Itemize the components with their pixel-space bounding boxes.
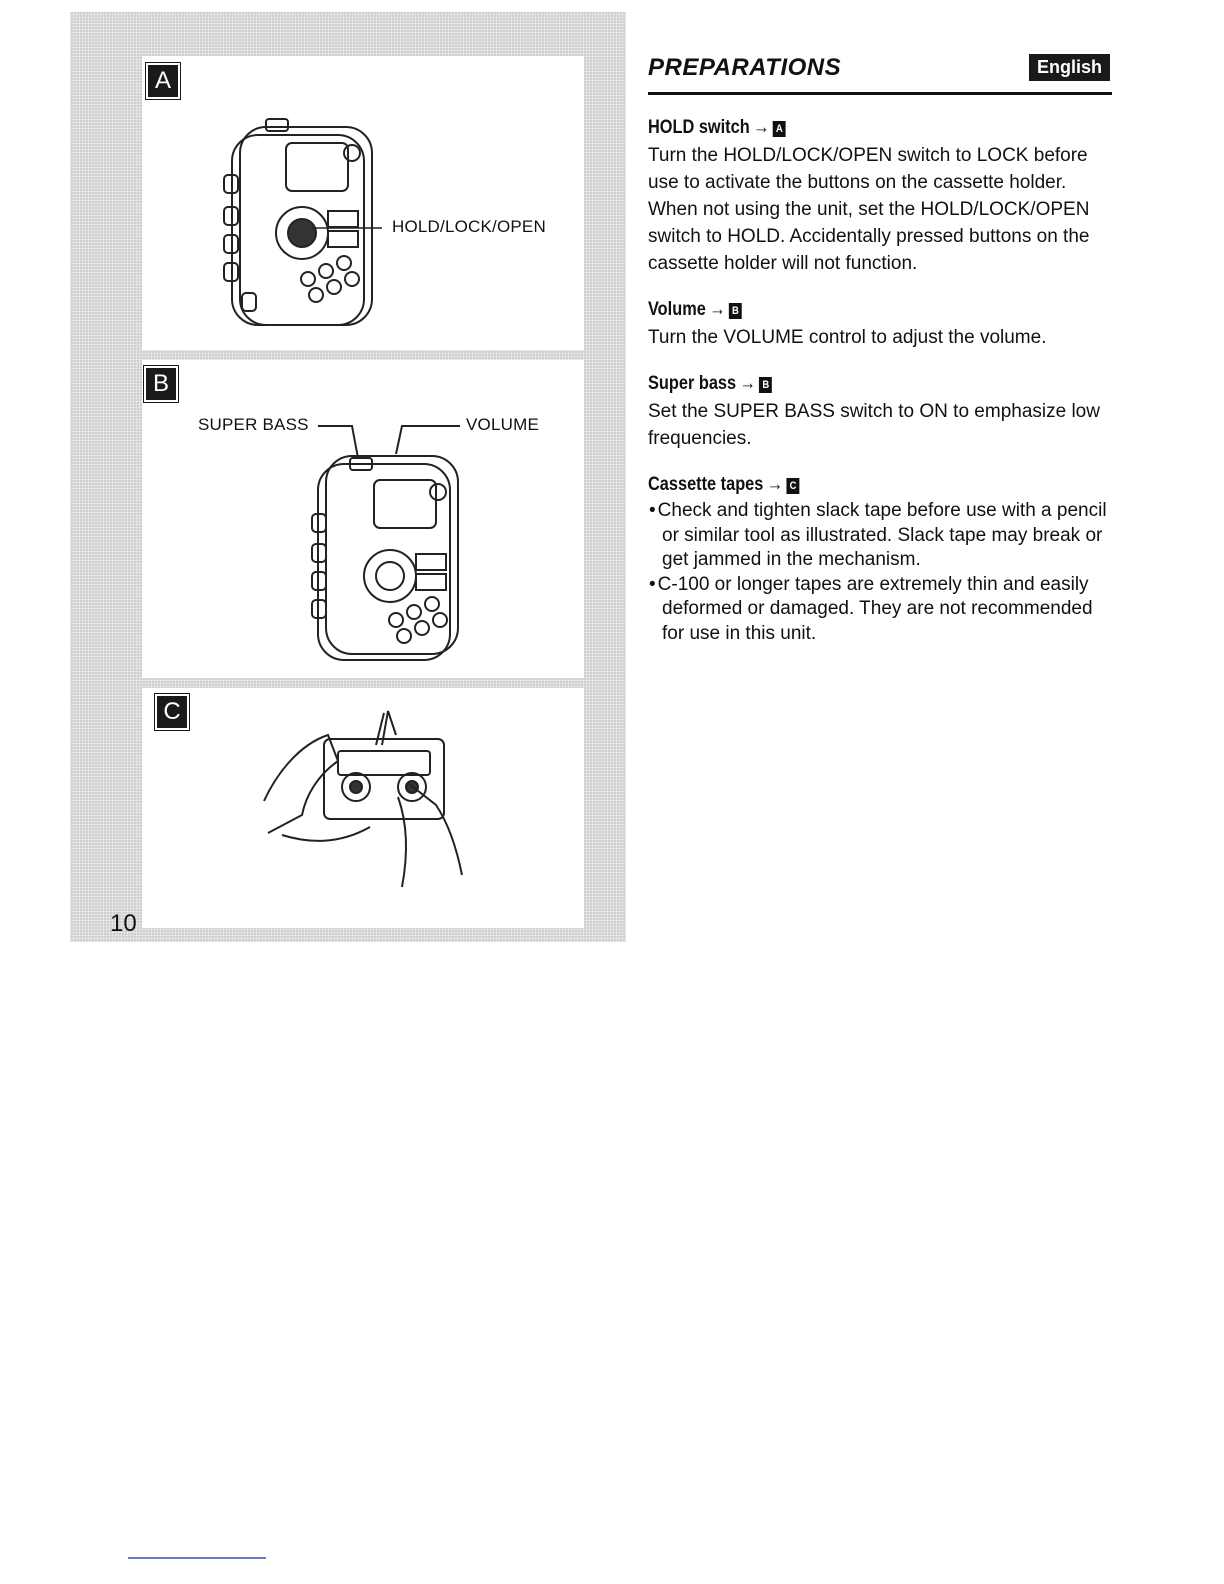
figure-ref-icon: B [759, 377, 772, 393]
figure-b-badge: B [144, 366, 178, 402]
volume-callout: VOLUME [466, 415, 539, 434]
tape-tightening-drawing-c [258, 705, 488, 890]
super-bass-callout: SUPER BASS [198, 415, 309, 434]
section-body: Turn the VOLUME control to adjust the volume. [648, 327, 1047, 348]
hold-switch-section [648, 117, 1112, 277]
heading-text: Volume [648, 299, 706, 320]
hold-lock-open-callout: HOLD/LOCK/OPEN [392, 217, 546, 236]
language-badge: English [1029, 54, 1110, 81]
figure-ref-icon: A [773, 121, 786, 137]
volume-section [648, 299, 1112, 351]
arrow-icon: → [739, 373, 756, 394]
super-bass-section [648, 373, 1112, 452]
section-body: Set the SUPER BASS switch to ON to emphasize low frequencies. [648, 401, 1100, 449]
figure-c-badge: C [155, 694, 189, 730]
arrow-icon: → [709, 299, 726, 320]
section-header [648, 52, 1112, 95]
page-number: 10 [110, 910, 137, 937]
section-heading [648, 474, 1047, 496]
section-heading [648, 117, 1047, 139]
bullet-list [648, 499, 1112, 646]
figure-ref-icon: C [787, 478, 800, 494]
page-title: PREPARATIONS [648, 54, 842, 81]
footer-rule [128, 1557, 266, 1559]
section-body: Turn the HOLD/LOCK/OPEN switch to LOCK before use to activate the buttons on the cassette holder. When not using the unit, set the HOLD/LOCK/OPEN switch to HOLD. Accidentally pressed buttons on the cassette holder will not function. [648, 145, 1090, 274]
figure-ref-icon: B [729, 303, 742, 319]
arrow-icon: → [753, 117, 770, 138]
list-item: • Check and tighten slack tape before use with a pencil or similar tool as illustrated. Slack tape may break or get jammed in the mechanism. [648, 499, 1112, 573]
cassette-player-drawing-a [222, 115, 382, 330]
section-heading [648, 299, 1047, 321]
arrow-icon: → [766, 474, 784, 495]
cassette-tapes-section [648, 474, 1112, 646]
section-heading [648, 373, 1047, 395]
heading-text: Super bass [648, 373, 737, 394]
heading-text: HOLD switch [648, 117, 750, 138]
text-column [648, 52, 1112, 646]
heading-text: Cassette tapes [648, 474, 764, 495]
figure-a-badge: A [146, 63, 180, 99]
list-item: • C-100 or longer tapes are extremely thin and easily deformed or damaged. They are not recommended for use in this unit. [648, 573, 1112, 647]
cassette-player-drawing-b [300, 418, 470, 668]
